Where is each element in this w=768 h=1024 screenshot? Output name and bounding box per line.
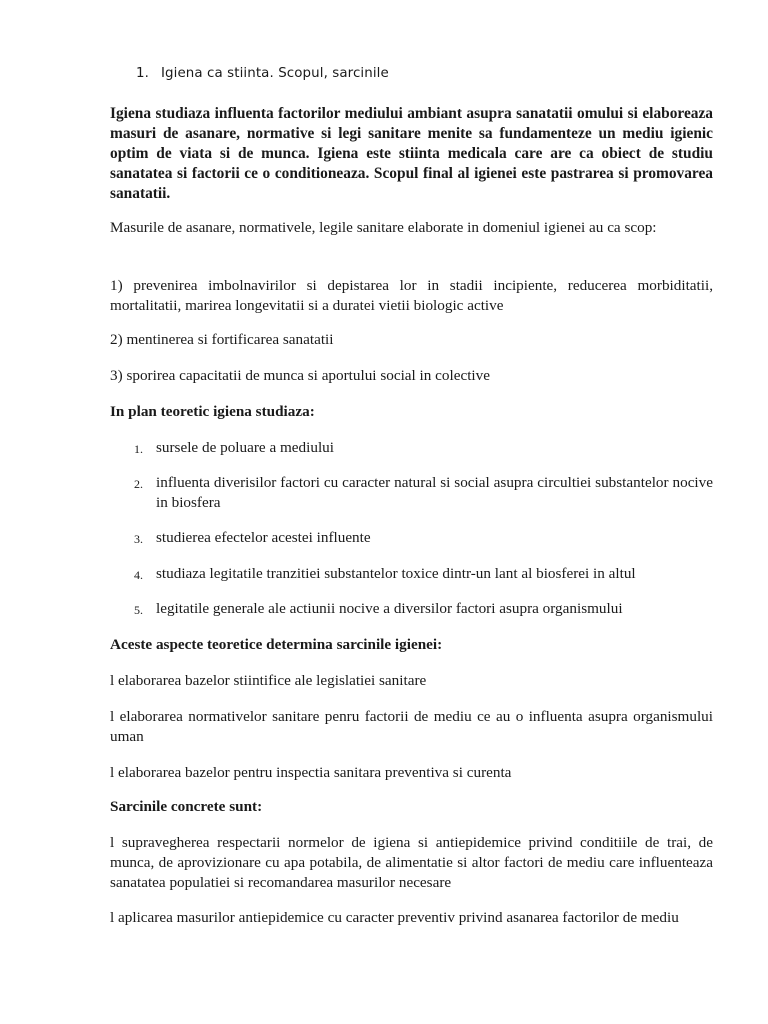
list-item-text: legitatile generale ale actiunii nocive a diversilor factori asupra organismului: [156, 600, 623, 617]
section-title: Igiena ca stiinta. Scopul, sarcinile: [161, 66, 389, 81]
list-item: [110, 599, 713, 619]
list-item-text: influenta diverisilor factori cu caracter natural si social asupra circultiei substantelor nocive in biosfera: [156, 474, 713, 511]
list-item-number: 2.: [134, 477, 143, 491]
tasks-heading: Aceste aspecte teoretice determina sarcinile igienei:: [110, 636, 443, 653]
scope-item: 2) mentinerea si fortificarea sanatatii: [110, 331, 334, 348]
list-item-text: sursele de poluare a mediului: [156, 439, 334, 456]
list-item: [110, 564, 713, 584]
section-heading: [136, 64, 389, 84]
list-item-text: studiaza legitatile tranzitiei substantelor toxice dintr-un lant al biosferei in altul: [156, 565, 636, 582]
task-item: l elaborarea bazelor pentru inspectia sanitara preventiva si curenta: [110, 764, 512, 781]
task-item: l elaborarea bazelor stiintifice ale legislatiei sanitare: [110, 672, 427, 689]
concrete-item: l supravegherea respectarii normelor de igiena si antiepidemice privind conditiile de trai, de munca, de aprovizionare cu apa potabila, de alimentatie si altor factori de mediu care influenteaza sanatatea populatiei si recomandarea masurilor necesare: [110, 834, 713, 891]
list-item-number: 3.: [134, 532, 143, 546]
concrete-item: l aplicarea masurilor antiepidemice cu caracter preventiv privind asanarea factorilor de mediu: [110, 909, 679, 926]
scope-intro-paragraph: Masurile de asanare, normativele, legile sanitare elaborate in domeniul igienei au ca scop:: [110, 219, 657, 236]
list-item-number: 1.: [134, 442, 143, 456]
scope-item: 3) sporirea capacitatii de munca si aportului social in colective: [110, 367, 490, 384]
list-item: [110, 438, 713, 458]
theory-heading: In plan teoretic igiena studiaza:: [110, 403, 315, 420]
scope-item: 1) prevenirea imbolnavirilor si depistarea lor in stadii incipiente, reducerea morbiditatii, mortalitatii, marirea longevitatii si a duratei vietii biologic active: [110, 277, 713, 314]
concrete-heading: Sarcinile concrete sunt:: [110, 798, 263, 815]
list-item: [110, 473, 713, 513]
task-item: l elaborarea normativelor sanitare penru factorii de mediu ce au o influenta asupra organismului uman: [110, 708, 713, 745]
intro-paragraph: Igiena studiaza influenta factorilor mediului ambiant asupra sanatatii omului si elaboreaza masuri de asanare, normative si legi sanitare menite sa fundamenteze un mediu igienic optim de viata si de munca. Igiena este stiinta medicala care are ca obiect de studiu sanatatea si factorii ce o conditioneaza. Scopul final al igienei este pastrarea si promovarea sanatatii.: [110, 105, 713, 202]
list-item: [110, 528, 713, 548]
list-item-number: 4.: [134, 568, 143, 582]
list-item-number: 5.: [134, 603, 143, 617]
section-number: 1.: [136, 66, 149, 81]
list-item-text: studierea efectelor acestei influente: [156, 529, 371, 546]
